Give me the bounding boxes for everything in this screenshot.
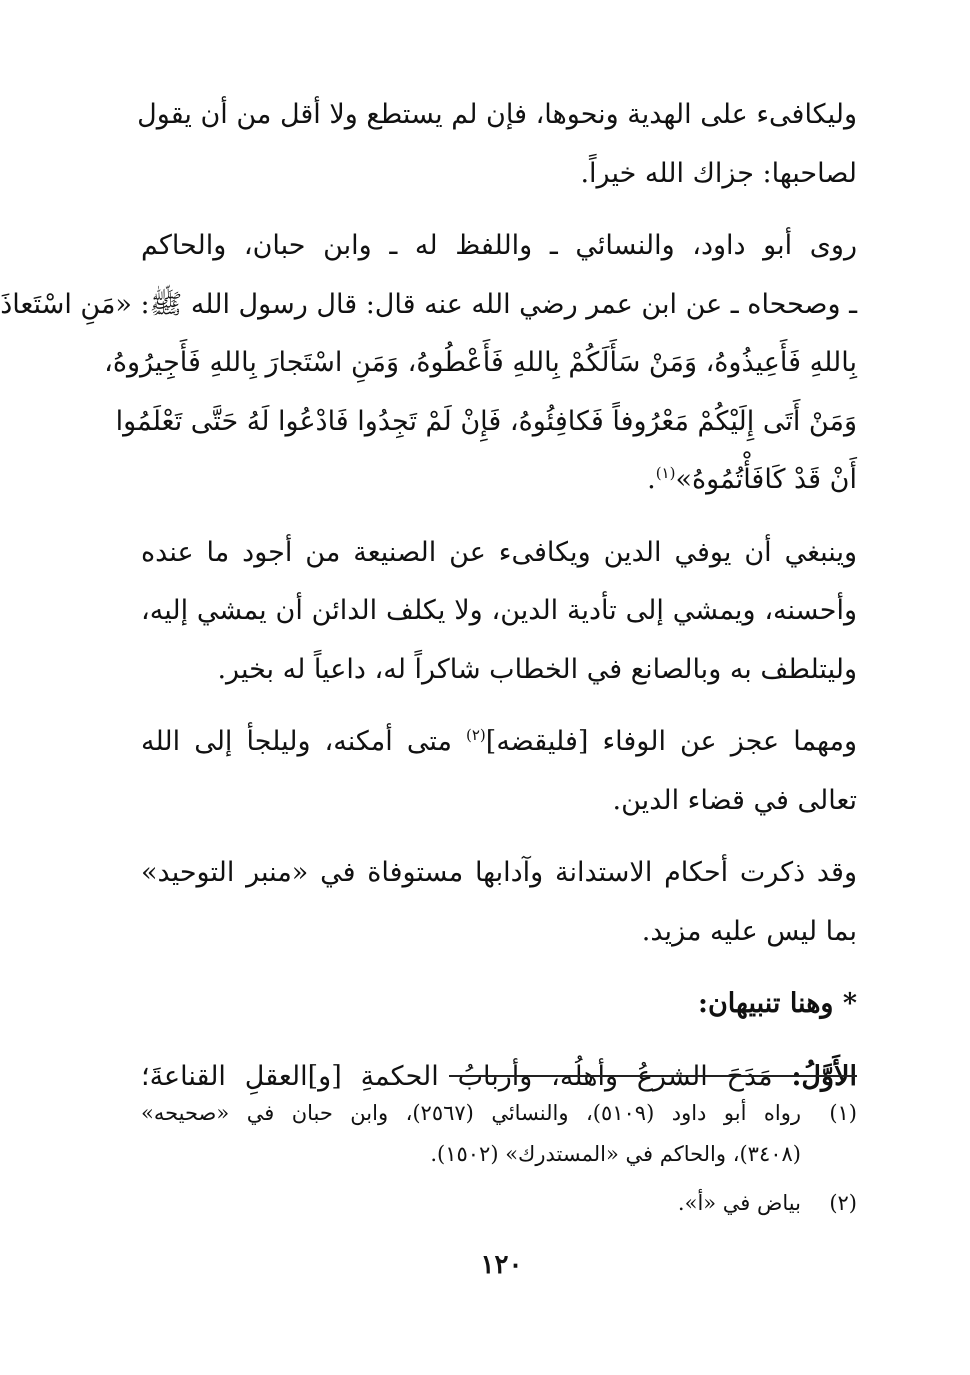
footnote-number: (١) (829, 1101, 857, 1125)
text-segment: . (647, 464, 656, 495)
text-line: وقد ذكرت أحكام الاستدانة وآدابها مستوفاة في «منبر التوحيد» (141, 857, 857, 888)
text-line: وينبغي أن يوفي الدين ويكافىء عن الصنيعة من أجود ما عنده (141, 536, 857, 568)
text-line: وليتلطف به وبالصانع في الخطاب شاكراً له، داعياً له بخير. (217, 653, 857, 685)
text-segment: متى أمكنه، وليلجأ إلى الله (141, 726, 466, 757)
paragraph-1 (137, 86, 857, 203)
text-line: ـ وصححاه ـ عن ابن عمر رضي الله عنه قال: قال رسول الله ﷺ: «مَنِ اسْتَعاذَ (0, 288, 857, 320)
text-line: وَمَنْ أَتَى إِلَيْكُمْ مَعْرُوفاً فَكافِئُوهُ، فَإِنْ لَمْ تَجِدُوا فَادْعُوا لَهُ حَتَّى تَعْلَمُوا (115, 405, 857, 437)
footnote-separator (449, 1075, 857, 1077)
text-segment: ومهما عجز عن الوفاء [فليقضه] (485, 726, 858, 757)
text-line: وأحسنه، ويمشي إلى تأدية الدين، ولا يكلف الدائن أن يمشي إليه، (141, 595, 857, 626)
text-line: بما ليس عليه مزيد. (641, 915, 857, 947)
paragraph-2-hadith (0, 217, 857, 510)
paragraph-3 (141, 524, 857, 700)
footnote-ref-2[interactable]: (٢) (466, 726, 486, 744)
footnote-ref-1[interactable]: (١) (655, 464, 676, 482)
text-line: بِاللهِ فَأَعِيذُوهُ، وَمَنْ سَأَلَكُمْ بِاللهِ فَأَعْطُوهُ، وَمَنِ اسْتَجارَ بِاللهِ فَأَجِيرُوهُ، (104, 347, 857, 378)
footnote-body (141, 1093, 801, 1175)
text-line: روى أبو داود، والنسائي ـ واللفظ له ـ وابن حبان، والحاكم (141, 230, 857, 261)
page-number: ١٢٠ (480, 1250, 523, 1280)
section-heading (141, 975, 857, 1034)
footnote-line: رواه أبو داود (٥١٠٩)، والنسائي (٢٥٦٧)، وابن حبان في «صحيحه» (141, 1101, 801, 1125)
main-text (0, 86, 858, 1120)
paragraph-5 (141, 844, 857, 961)
footnote-2 (141, 1183, 857, 1224)
footnotes (141, 1093, 857, 1224)
footnote-1 (141, 1093, 857, 1175)
footnote-body (141, 1183, 801, 1224)
footnote-line: بياض في «أ». (677, 1191, 801, 1215)
footnote-number: (٢) (829, 1191, 857, 1215)
text-line (141, 713, 857, 772)
point-text: مَدَحَ الشرعُ وأهلُه، وأربابُ الحكمةِ [و]العقلِ القناعةَ؛ (141, 1060, 792, 1092)
point-label: الأَوَّلُ: (791, 1060, 857, 1092)
heading-text: * وهنا تنبيهان: (698, 988, 857, 1019)
footnote-line: (٣٤٠٨)، والحاكم في «المستدرك» (١٥٠٢). (430, 1142, 801, 1166)
text-line: لصاحبها: جزاك الله خيراً. (580, 157, 857, 189)
text-segment: أَنْ قَدْ كَافَأْتُمُوهُ» (675, 464, 857, 495)
text-line: تعالى في قضاء الدين. (612, 784, 857, 816)
paragraph-4 (141, 713, 857, 830)
text-line (141, 451, 857, 510)
text-line: وليكافىء على الهدية ونحوها، فإن لم يستطع ولا أقل من أن يقول (137, 99, 857, 130)
